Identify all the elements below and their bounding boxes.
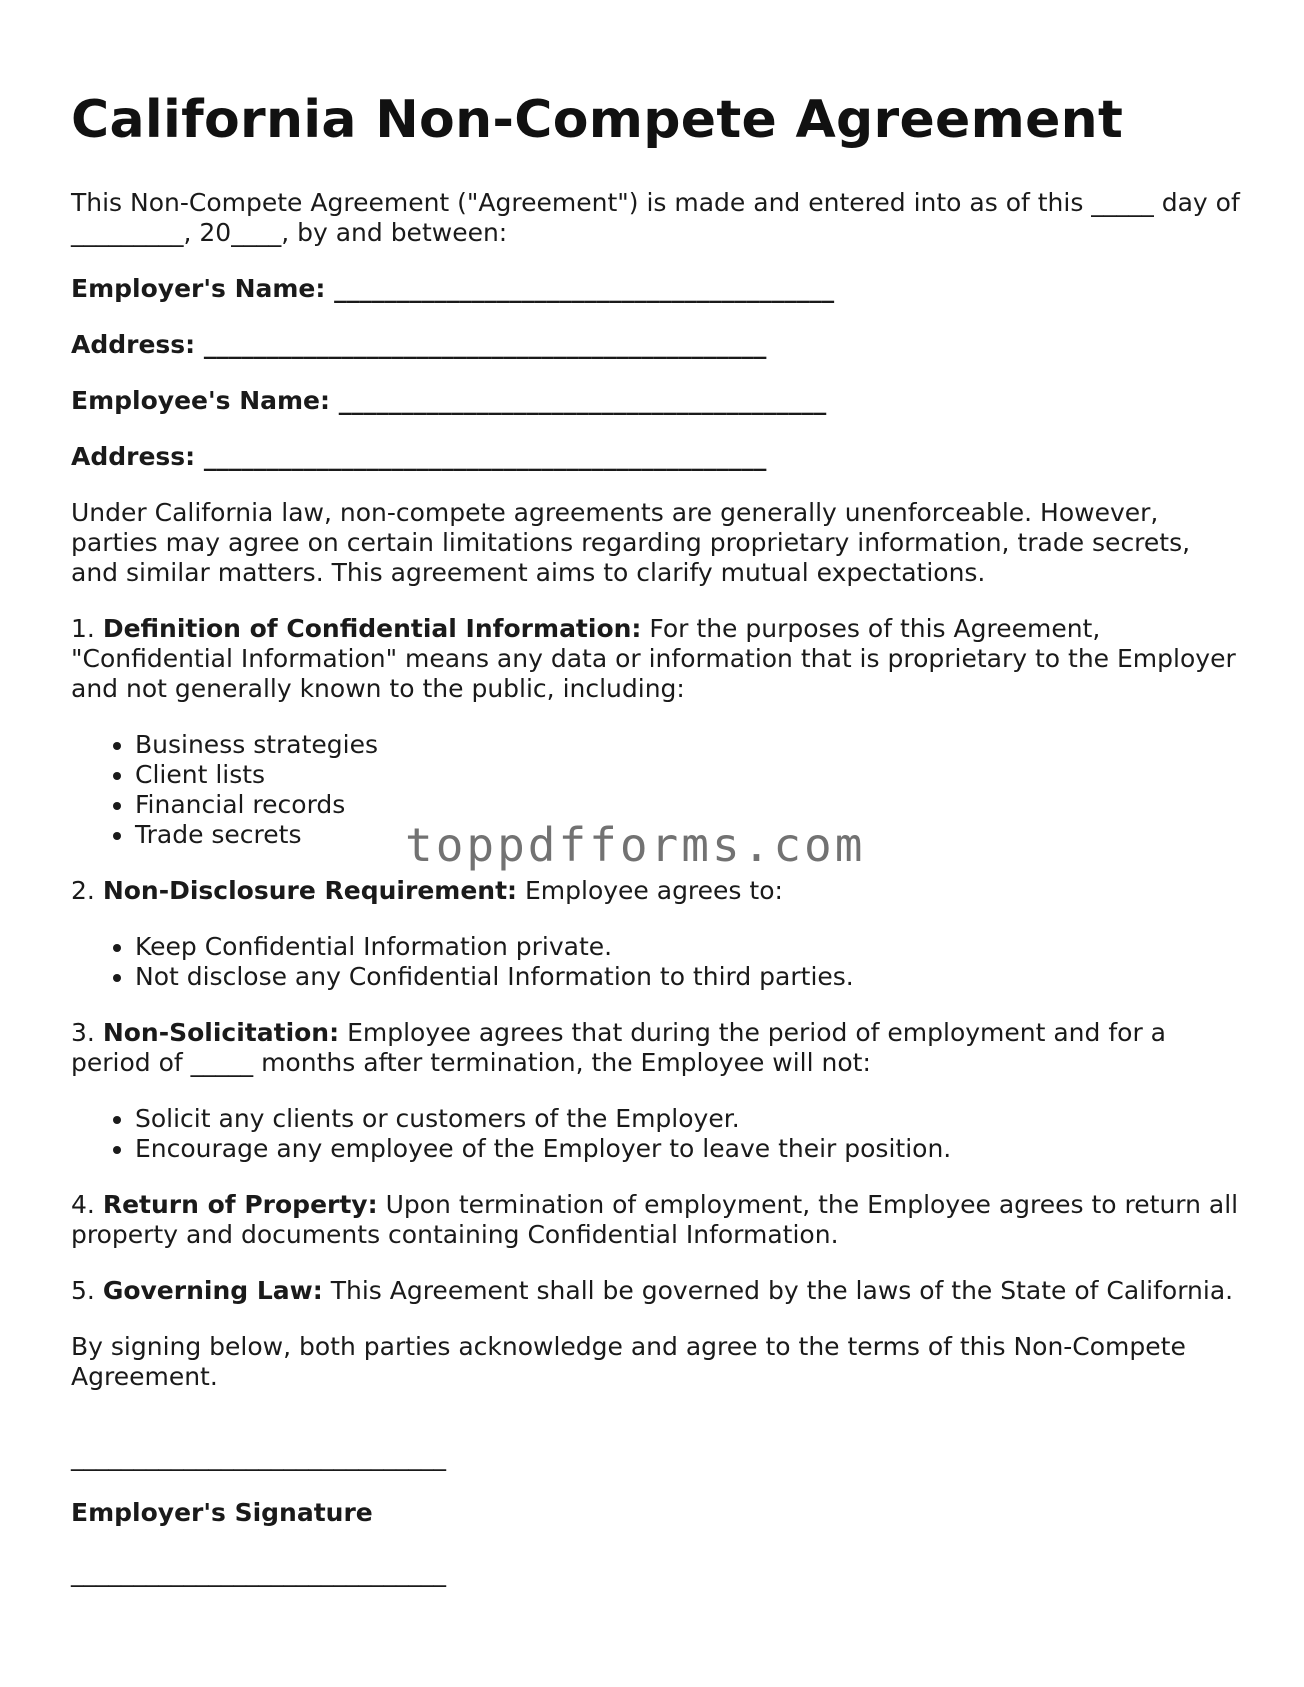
employee-name-label: Employee's Name: <box>71 386 331 415</box>
employer-name-label: Employer's Name: <box>71 274 326 303</box>
employee-name-field <box>71 386 1241 416</box>
section-5-number: 5. <box>71 1276 95 1305</box>
section-1-number: 1. <box>71 614 95 643</box>
list-item: • Keep Confidential Information private. <box>135 932 1241 962</box>
section-2-number: 2. <box>71 876 95 905</box>
list-item: • Financial records <box>135 790 1241 820</box>
section-4 <box>71 1190 1241 1250</box>
section-4-heading: Return of Property: <box>102 1190 378 1219</box>
employee-address-field <box>71 442 1241 472</box>
employer-signature-line: ______________________________ <box>71 1442 446 1471</box>
list-item: • Trade secrets <box>135 820 1241 850</box>
list-item: • Client lists <box>135 760 1241 790</box>
document-page <box>71 0 1241 1588</box>
section-1 <box>71 614 1241 704</box>
list-item: • Business strategies <box>135 730 1241 760</box>
section-4-text: Upon termination of employment, the Employee agrees to return all property and documents containing Confidential Information. <box>71 1190 1239 1249</box>
section-1-heading: Definition of Confidential Information: <box>102 614 642 643</box>
section-4-number: 4. <box>71 1190 95 1219</box>
section-3-number: 3. <box>71 1018 95 1047</box>
section-2-text: Employee agrees to: <box>524 876 783 905</box>
section-3-heading: Non-Solicitation: <box>102 1018 340 1047</box>
employee-address-blank: _____________________________________________ <box>203 442 767 471</box>
section-2 <box>71 876 1241 906</box>
law-note-paragraph: Under California law, non-compete agreements are generally unenforceable. However, parties may agree on certain limitations regarding proprietary information, trade secrets, and similar matters. This agreement aims to clarify mutual expectations. <box>71 498 1191 587</box>
employer-name-blank: ________________________________________ <box>334 274 835 303</box>
second-signature-line: ______________________________ <box>71 1558 446 1587</box>
section-5-text: This Agreement shall be governed by the laws of the State of California. <box>330 1276 1234 1305</box>
closing-paragraph: By signing below, both parties acknowledge and agree to the terms of this Non-Compete Agreement. <box>71 1332 1186 1391</box>
section-5 <box>71 1276 1241 1306</box>
section-5-heading: Governing Law: <box>102 1276 323 1305</box>
intro-paragraph: This Non-Compete Agreement ("Agreement") is made and entered into as of this _____ day of _________, 20____, by and between: <box>71 188 1240 247</box>
list-item: • Not disclose any Confidential Information to third parties. <box>135 962 1241 992</box>
section-3 <box>71 1018 1241 1078</box>
document-title: California Non-Compete Agreement <box>71 90 1124 150</box>
employer-address-label: Address: <box>71 330 196 359</box>
employer-address-blank: _____________________________________________ <box>203 330 767 359</box>
employee-name-blank: _______________________________________ <box>338 386 827 415</box>
employer-address-field <box>71 330 1241 360</box>
employer-signature-label: Employer's Signature <box>71 1498 373 1527</box>
section-3-text: Employee agrees that during the period of employment and for a period of _____ months after termination, the Employee will not: <box>71 1018 1166 1077</box>
list-item: • Solicit any clients or customers of the Employer. <box>135 1104 1241 1134</box>
employee-address-label: Address: <box>71 442 196 471</box>
employer-name-field <box>71 274 1241 304</box>
section-3-list <box>71 1104 1241 1164</box>
watermark: toppdfforms.com <box>405 818 866 872</box>
section-2-heading: Non-Disclosure Requirement: <box>102 876 518 905</box>
list-item: • Encourage any employee of the Employer to leave their position. <box>135 1134 1241 1164</box>
section-1-text: For the purposes of this Agreement, "Confidential Information" means any data or information that is proprietary to the Employer and not generally known to the public, including: <box>71 614 1236 703</box>
section-2-list <box>71 932 1241 992</box>
